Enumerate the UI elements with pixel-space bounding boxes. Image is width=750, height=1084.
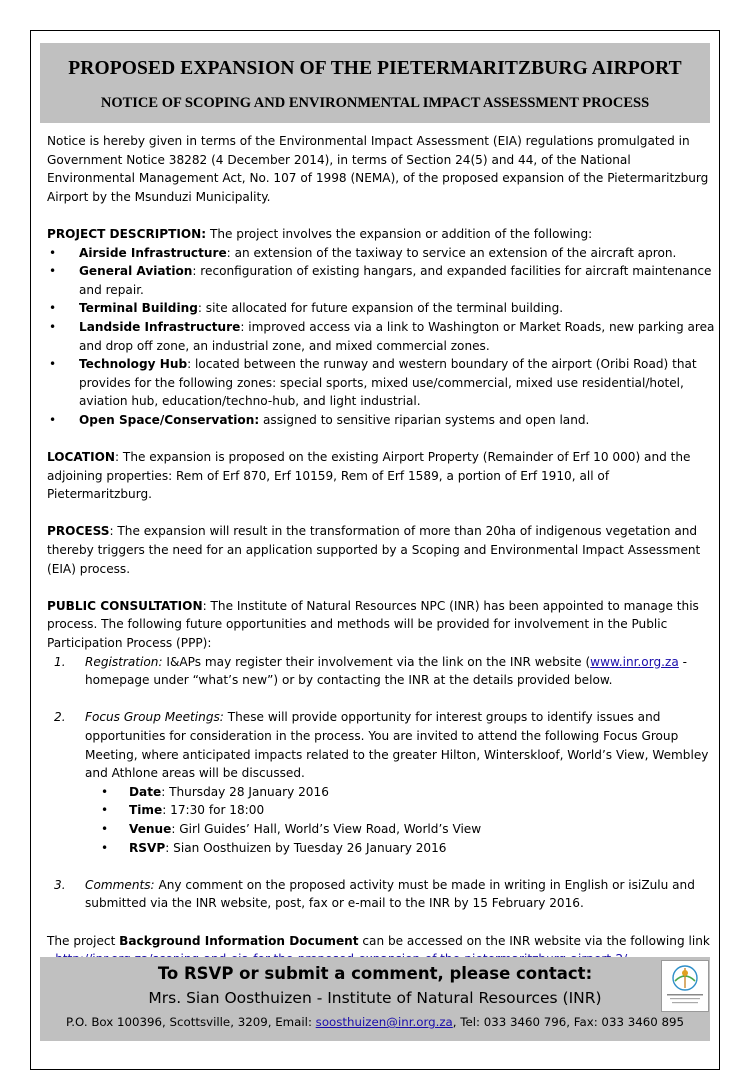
bullet-icon: • [49,264,57,279]
bullet-icon: • [101,784,109,799]
process-paragraph: PROCESS: The expansion will result in the transformation of more than 20ha of indigenous vegetation and thereby triggers the need for an application supported by a Scoping and Environmental Impact Assessment (EIA) process. [47,524,701,576]
page-subtitle: NOTICE OF SCOPING AND ENVIRONMENTAL IMPACT ASSESSMENT PROCESS [100,95,650,111]
section-label: PUBLIC CONSULTATION [47,598,203,613]
inr-logo [661,960,709,1012]
meeting-detail: • Venue: Girl Guides’ Hall, World’s View Road, World’s View [47,820,715,839]
contact-heading: To RSVP or submit a comment, please contact: [157,964,593,983]
list-item-focus-group: 2. Focus Group Meetings: These will provide opportunity for interest groups to identify issues and opportunities for consideration in the process. You are invited to attend the following Focus Group Meeting, where anticipated impacts related to the greater Hilton, Winterskloof, World’s View, Wembley and Athlone areas will be discussed. [54,710,709,781]
list-item: • Technology Hub: located between the runway and western boundary of the airport (Oribi Road) that provides for the following zones: special sports, mixed use/commercial, mixed use residential/hotel, aviation hub, education/techno-hub, and light industrial. [49,357,697,409]
bid-paragraph: The project Background Information Document can be accessed on the INR website via the following link [47,932,715,969]
meeting-detail: • RSVP: Sian Oosthuizen by Tuesday 26 January 2016 [47,839,715,858]
inr-logo-icon [662,961,708,1011]
list-item: • General Aviation: reconfiguration of existing hangars, and expanded facilities for aircraft maintenance and repair. [49,264,712,297]
notice-intro: Notice is hereby given in terms of the Environmental Impact Assessment (EIA) regulations promulgated in Government Notice 38282 (4 December 2014), in terms of Section 24(5) and 44, of the National Environmental Management Act, No. 107 of 1998 (NEMA), of the proposed expansion of the Pietermaritzburg Airport by the Msunduzi Municipality. [47,134,709,204]
location-paragraph: LOCATION: The expansion is proposed on the existing Airport Property (Remainder of Erf 10 000) and the adjoining properties: Rem of Erf 870, Erf 10159, Rem of Erf 1589, a portion of Erf 1910, all of Pietermaritzburg. [47,450,691,502]
bullet-icon: • [49,412,57,427]
bullet-icon: • [49,357,57,372]
email-link[interactable]: soosthuizen@inr.org.za [315,1015,453,1029]
list-item: • Airside Infrastructure: an extension of the taxiway to service an extension of the aircraft apron. [47,244,715,263]
inr-website-link[interactable]: www.inr.org.za [590,654,679,669]
list-item: • Terminal Building: site allocated for future expansion of the terminal building. [47,299,715,318]
list-item-comments: 3. Comments: Any comment on the proposed activity must be made in writing in English or isiZulu and submitted via the INR website, post, fax or e-mail to the INR by 15 February 2016. [54,877,695,911]
list-item-registration: 1. Registration: I&APs may register their involvement via the link on the INR website (www.inr.org.za - homepage under “what’s new”) or by contacting the INR at the details provided below. [54,654,687,688]
list-item: • Open Space/Conservation: assigned to sensitive riparian systems and open land. [47,411,715,430]
bullet-icon: • [49,319,57,334]
bullet-icon: • [101,840,109,855]
page-title: PROPOSED EXPANSION OF THE PIETERMARITZBURG AIRPORT [68,58,682,79]
bullet-icon: • [49,301,57,316]
public-consultation-paragraph: PUBLIC CONSULTATION: The Institute of Natural Resources NPC (INR) has been appointed to manage this process. The following future opportunities and methods will be provided for involvement in the Public Participation Process (PPP): [47,598,699,651]
section-text: The project involves the expansion or addition of the following: [209,226,593,241]
contact-name: Mrs. Sian Oosthuizen - Institute of Natural Resources (INR) [148,989,602,1007]
meeting-detail: • Date: Thursday 28 January 2016 [47,783,715,802]
contact-details: P.O. Box 100396, Scottsville, 3209, Email: soosthuizen@inr.org.za, Tel: 033 3460 796, Fax: 033 3460 895 [65,1015,684,1029]
notice-body [47,132,715,969]
section-label: PROJECT DESCRIPTION: [47,226,207,241]
section-label: PROCESS [47,524,110,539]
bullet-icon: • [101,821,109,836]
bullet-icon: • [49,245,57,260]
section-label: LOCATION [47,450,116,465]
list-item: • Landside Infrastructure: improved access via a link to Washington or Market Roads, new parking area and drop off zone, an industrial zone, and mixed commercial zones. [49,319,715,353]
bullet-icon: • [101,803,109,818]
meeting-detail: • Time: 17:30 for 18:00 [47,801,715,820]
project-description-intro [47,225,715,244]
